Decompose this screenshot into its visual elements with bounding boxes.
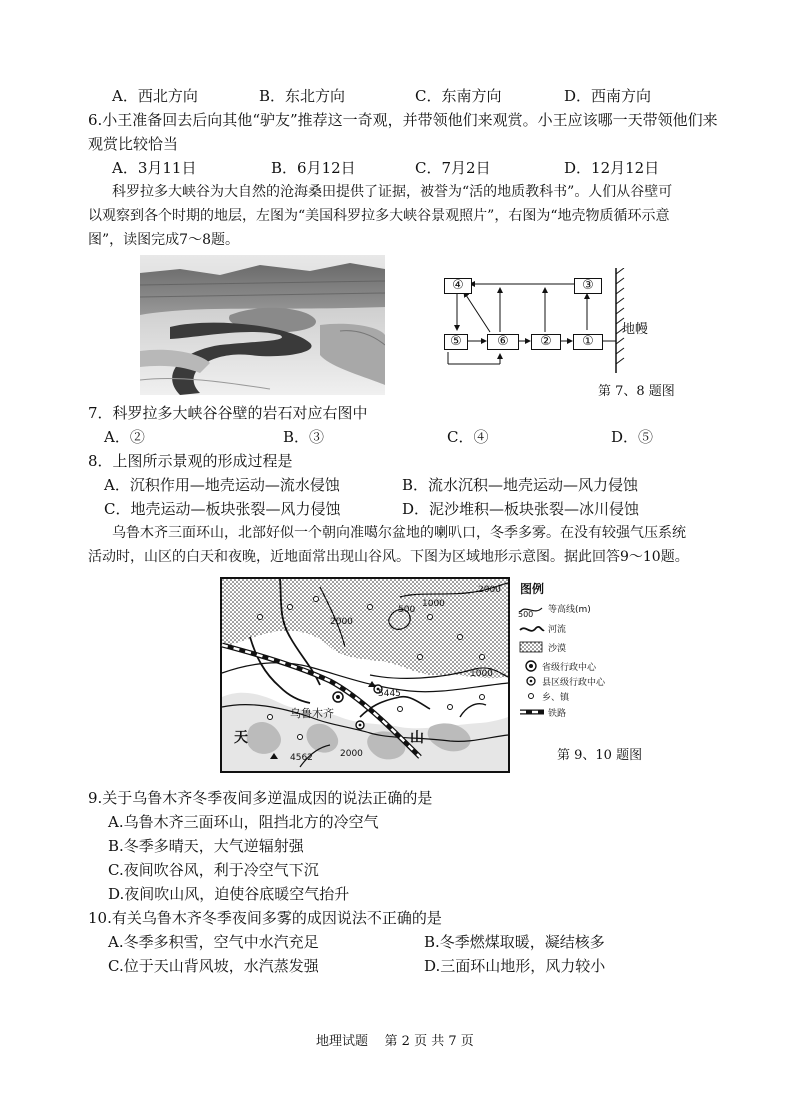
q7-option-b: B．③	[283, 428, 325, 446]
q9-option-b: B.冬季多晴天，大气逆辐射强	[108, 837, 304, 855]
cycle-box-4: ④	[444, 278, 472, 294]
q10-option-a: A.冬季多积雪，空气中水汽充足	[108, 933, 319, 951]
figure-9-10-caption: 第 9、10 题图	[557, 748, 643, 763]
q6-option-c: C．7月2日	[415, 159, 491, 177]
q5-option-b: B．东北方向	[259, 87, 346, 105]
q6-stem-line2: 观赏比较恰当	[88, 135, 179, 153]
map-label-urumqi: 乌鲁木齐	[290, 707, 334, 720]
q6-option-b: B．6月12日	[271, 159, 356, 177]
canyon-photo	[140, 255, 385, 395]
q6-option-d: D．12月12日	[564, 159, 660, 177]
cycle-box-6: ⑥	[487, 334, 519, 350]
legend-contour-sample: 500	[518, 610, 534, 619]
q10-option-c: C.位于天山背风坡，水汽蒸发强	[108, 957, 319, 975]
intro-9-10-line1: 乌鲁木齐三面环山，北部好似一个朝向准噶尔盆地的喇叭口，冬季多雾。在没有较强气压系统	[112, 525, 686, 541]
map-peak-5445: 5445	[378, 689, 401, 699]
q7-option-d: D．⑤	[611, 428, 654, 446]
figure-7-8-caption: 第 7、8 题图	[598, 384, 675, 399]
q7-option-a: A．②	[104, 428, 145, 446]
intro-7-8-line3: 图”，读图完成7～8题。	[88, 232, 239, 248]
q10-option-d: D.三面环山地形，风力较小	[424, 957, 606, 975]
map-contour-2000-bottom: 2000	[340, 749, 363, 759]
cycle-box-5: ⑤	[444, 334, 468, 350]
q8-option-d: D．泥沙堆积—板块张裂—冰川侵蚀	[402, 500, 640, 518]
cycle-box-3: ③	[574, 278, 602, 294]
q7-option-c: C．④	[447, 428, 489, 446]
map-peak-4562: 4562	[290, 753, 313, 763]
map-contour-2000-top: 2000	[478, 585, 501, 595]
q8-option-a: A．沉积作用—地壳运动—流水侵蚀	[104, 476, 340, 494]
q9-option-a: A.乌鲁木齐三面环山，阻挡北方的冷空气	[108, 813, 379, 831]
cycle-diagram	[430, 268, 649, 378]
q5-option-c: C．东南方向	[415, 87, 502, 105]
q9-stem: 9.关于乌鲁木齐冬季夜间多逆温成因的说法正确的是	[88, 789, 433, 807]
map-contour-1000-top: 1000	[422, 599, 445, 609]
intro-7-8-line1: 科罗拉多大峡谷为大自然的沧海桑田提供了证据，被誉为“活的地质教科书”。人们从谷壁可	[112, 184, 673, 200]
legend-item-contour: 等高线(m)	[548, 605, 591, 615]
legend-item-county-center: 县区级行政中心	[542, 678, 606, 688]
intro-9-10-line2: 活动时，山区的白天和夜晚，近地面常出现山谷风。下图为区域地形示意图。据此回答9～10题。	[88, 549, 689, 565]
intro-7-8-line2: 以观察到各个时期的地层，左图为“美国科罗拉多大峡谷景观照片”，右图为“地壳物质循环示意	[88, 208, 670, 224]
q7-stem: 7．科罗拉多大峡谷谷壁的岩石对应右图中	[88, 404, 368, 422]
map-contour-2000-left: 2000	[330, 617, 353, 627]
q9-option-c: C.夜间吹谷风，利于冷空气下沉	[108, 861, 319, 879]
map-label-tian: 天	[234, 730, 248, 746]
q6-option-a: A．3月11日	[112, 159, 197, 177]
q8-option-c: C．地壳运动—板块张裂—风力侵蚀	[104, 500, 341, 518]
q6-stem-line1: 6.小王准备回去后向其他“驴友”推荐这一奇观，并带领他们来观赏。小王应该哪一天带领他们来	[88, 111, 718, 129]
q5-option-a: A．西北方向	[112, 87, 198, 105]
legend-item-province-center: 省级行政中心	[542, 663, 597, 673]
cycle-box-1: ①	[573, 334, 603, 350]
map-contour-1000-right: 1000	[470, 669, 493, 679]
legend-item-river: 河流	[548, 625, 567, 635]
q8-option-b: B．流水沉积—地壳运动—风力侵蚀	[402, 476, 639, 494]
map-legend	[516, 580, 636, 742]
terrain-map	[220, 577, 510, 773]
legend-item-railway: 铁路	[548, 709, 567, 719]
legend-item-town: 乡、镇	[542, 693, 570, 703]
mantle-label: 地幔	[622, 322, 649, 337]
q8-stem: 8．上图所示景观的形成过程是	[88, 452, 293, 470]
legend-title: 图例	[520, 582, 545, 596]
q5-option-d: D．西南方向	[564, 87, 652, 105]
q10-option-b: B.冬季燃煤取暖，凝结核多	[424, 933, 605, 951]
map-contour-500: 500	[398, 605, 416, 615]
q9-option-d: D.夜间吹山风，迫使谷底暖空气抬升	[108, 885, 350, 903]
legend-item-desert: 沙漠	[548, 644, 567, 654]
cycle-box-2: ②	[531, 334, 561, 350]
page-footer: 地理试题 第 2 页 共 7 页	[316, 1034, 474, 1049]
map-label-shan: 山	[410, 730, 424, 746]
q10-stem: 10.有关乌鲁木齐冬季夜间多雾的成因说法不正确的是	[88, 909, 442, 927]
